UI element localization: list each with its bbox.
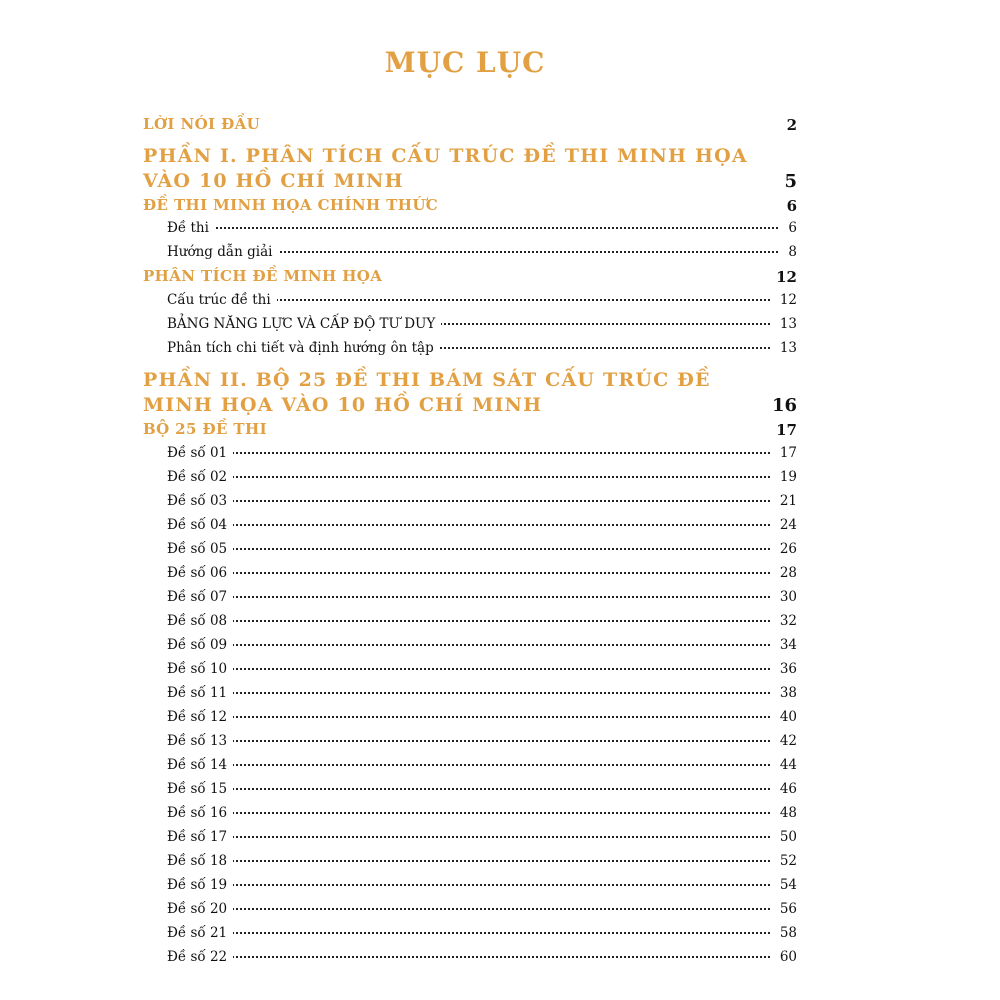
toc-entry-page: 28 — [772, 565, 797, 581]
toc-entry-title: Đề số 09 — [167, 637, 233, 653]
toc-entry-title: LỜI NÓI ĐẦU — [143, 115, 261, 133]
toc-entry-page: 50 — [772, 829, 797, 845]
toc-entry[interactable] — [0, 445, 1000, 465]
toc-entry[interactable] — [0, 220, 1000, 240]
toc-entry-page: 2 — [786, 116, 797, 134]
toc-entry-page: 17 — [772, 445, 797, 461]
toc-entry-page: 46 — [772, 781, 797, 797]
toc-entry-page: 40 — [772, 709, 797, 725]
toc-entry[interactable] — [0, 781, 1000, 801]
toc-entry-page: 13 — [772, 316, 797, 332]
toc-entry-title: BẢNG NĂNG LỰC VÀ CẤP ĐỘ TƯ DUY — [167, 316, 441, 332]
toc-entry-page: 44 — [772, 757, 797, 773]
toc-entry-page: 38 — [772, 685, 797, 701]
toc-entry-page: 5 — [784, 171, 797, 192]
toc-entry-title: Đề số 16 — [167, 805, 233, 821]
toc-entry[interactable] — [0, 565, 1000, 585]
toc-entry[interactable] — [0, 829, 1000, 849]
toc-entry-title: Đề số 11 — [167, 685, 233, 701]
toc-entry-title: ĐỀ THI MINH HỌA CHÍNH THỨC — [143, 196, 439, 214]
toc-entry[interactable] — [0, 661, 1000, 681]
toc-entry-title: Đề số 05 — [167, 541, 233, 557]
toc-entry-title: Đề số 10 — [167, 661, 233, 677]
toc-entry-title: PHÂN TÍCH ĐỀ MINH HỌA — [143, 267, 383, 285]
dot-leader — [167, 764, 778, 766]
toc-entry-title: Cấu trúc đề thi — [167, 292, 277, 308]
dot-leader — [167, 716, 778, 718]
toc-entry-page: 58 — [772, 925, 797, 941]
toc-part-title: PHẦN I. PHÂN TÍCH CẤU TRÚC ĐỀ THI MINH HỌA VÀO 10 HỒ CHÍ MINH — [143, 145, 748, 192]
dot-leader — [167, 227, 778, 229]
toc-part-heading[interactable] — [0, 368, 1000, 420]
toc-entry[interactable] — [0, 493, 1000, 513]
toc-entry[interactable] — [0, 637, 1000, 657]
toc-entry-title: Đề số 19 — [167, 877, 233, 893]
dot-leader — [167, 500, 778, 502]
toc-entry-page: 52 — [772, 853, 797, 869]
toc-entry-title: Đề số 02 — [167, 469, 233, 485]
toc-entry-page: 32 — [772, 613, 797, 629]
toc-entry[interactable] — [0, 340, 1000, 360]
toc-entry-title: Đề số 07 — [167, 589, 233, 605]
toc-entry-page: 16 — [771, 395, 797, 416]
toc-entry-page: 17 — [776, 421, 797, 439]
toc-entry-page: 12 — [776, 268, 797, 286]
toc-entry-title: Đề số 01 — [167, 445, 233, 461]
dot-leader — [167, 644, 778, 646]
toc-entry[interactable] — [0, 613, 1000, 633]
toc-entry-page: 30 — [772, 589, 797, 605]
toc-section-heading[interactable] — [0, 196, 1000, 218]
toc-entry-title: Đề số 04 — [167, 517, 233, 533]
toc-entry[interactable] — [0, 709, 1000, 729]
toc-entry-page: 36 — [772, 661, 797, 677]
dot-leader — [167, 452, 778, 454]
dot-leader — [167, 524, 778, 526]
toc-entry[interactable] — [0, 541, 1000, 561]
toc-entry-page: 42 — [772, 733, 797, 749]
toc-entry[interactable] — [0, 517, 1000, 537]
dot-leader — [167, 908, 778, 910]
toc-part-heading[interactable] — [0, 144, 1000, 196]
toc-entry[interactable] — [0, 316, 1000, 336]
toc-entry-page: 8 — [780, 244, 797, 260]
dot-leader — [167, 548, 778, 550]
toc-entry-page: 60 — [772, 949, 797, 965]
toc-entry-title: Đề số 14 — [167, 757, 233, 773]
toc-entry-page: 6 — [780, 220, 797, 236]
dot-leader — [167, 788, 778, 790]
toc-entry-page: 56 — [772, 901, 797, 917]
dot-leader — [167, 740, 778, 742]
dot-leader — [167, 884, 778, 886]
toc-entry-page: 48 — [772, 805, 797, 821]
dot-leader — [167, 668, 778, 670]
dot-leader — [167, 812, 778, 814]
toc-entry-title: Đề thi — [167, 220, 215, 236]
toc-entry[interactable] — [0, 292, 1000, 312]
toc-entry-page: 6 — [786, 197, 797, 215]
toc-entry-page: 34 — [772, 637, 797, 653]
dot-leader — [167, 836, 778, 838]
toc-entry-page: 12 — [772, 292, 797, 308]
toc-entry-page: 19 — [772, 469, 797, 485]
toc-entry[interactable] — [0, 469, 1000, 489]
toc-entry[interactable] — [0, 853, 1000, 873]
toc-entry-title: Đề số 17 — [167, 829, 233, 845]
toc-entry-title: Đề số 03 — [167, 493, 233, 509]
toc-entry-page: 24 — [772, 517, 797, 533]
toc-entry[interactable] — [0, 115, 1000, 137]
toc-entry[interactable] — [0, 901, 1000, 921]
toc-entry-title: Phân tích chi tiết và định hướng ôn tập — [167, 340, 440, 356]
toc-entry-title: Đề số 20 — [167, 901, 233, 917]
toc-entry[interactable] — [0, 733, 1000, 753]
toc-entry-title: Đề số 13 — [167, 733, 233, 749]
toc-entry-page: 21 — [772, 493, 797, 509]
toc-entry-title: Đề số 06 — [167, 565, 233, 581]
dot-leader — [167, 956, 778, 958]
toc-entry[interactable] — [0, 589, 1000, 609]
toc-entry-page: 13 — [772, 340, 797, 356]
toc-entry-title: Đề số 22 — [167, 949, 233, 965]
toc-entry-title: BỘ 25 ĐỀ THI — [143, 420, 267, 438]
toc-entry[interactable] — [0, 244, 1000, 264]
toc-entry-title: Đề số 08 — [167, 613, 233, 629]
toc-entry-title: Đề số 12 — [167, 709, 233, 725]
toc-section-heading[interactable] — [0, 420, 1000, 442]
toc-entry[interactable] — [0, 925, 1000, 945]
toc-entry-title: Đề số 18 — [167, 853, 233, 869]
dot-leader — [167, 620, 778, 622]
toc-entry[interactable] — [0, 805, 1000, 825]
toc-entry[interactable] — [0, 685, 1000, 705]
toc-entry-title: Hướng dẫn giải — [167, 244, 278, 260]
dot-leader — [167, 692, 778, 694]
page-title: MỤC LỤC — [384, 46, 546, 79]
toc-part-title: PHẦN II. BỘ 25 ĐỀ THI BÁM SÁT CẤU TRÚC ĐỀ MINH HỌA VÀO 10 HỒ CHÍ MINH — [143, 369, 711, 416]
toc-entry-page: 54 — [772, 877, 797, 893]
dot-leader — [167, 572, 778, 574]
toc-entry-page: 26 — [772, 541, 797, 557]
toc-entry-title: Đề số 15 — [167, 781, 233, 797]
toc-entry-title: Đề số 21 — [167, 925, 233, 941]
dot-leader — [167, 476, 778, 478]
toc-entry[interactable] — [0, 877, 1000, 897]
toc-section-heading[interactable] — [0, 267, 1000, 289]
toc-entry[interactable] — [0, 949, 1000, 969]
dot-leader — [167, 596, 778, 598]
dot-leader — [167, 932, 778, 934]
toc-entry[interactable] — [0, 757, 1000, 777]
dot-leader — [167, 860, 778, 862]
